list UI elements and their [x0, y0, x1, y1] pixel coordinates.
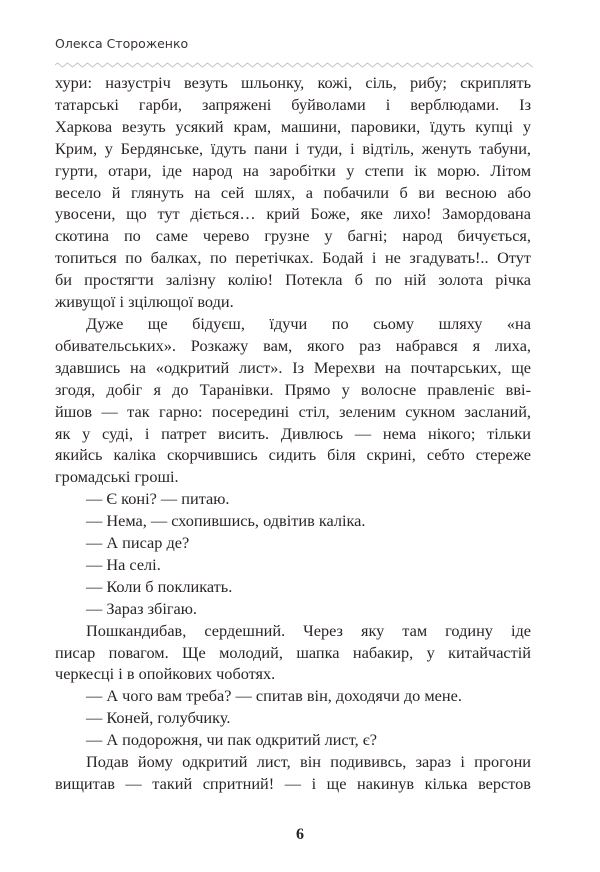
page-number: 6	[296, 826, 304, 843]
text-line: топиться по балках, по перетічках. Бодай і не згадувать!.. Отут	[55, 248, 531, 268]
text-line: скотина по саме черево грузне у багні; народ бичується,	[55, 226, 531, 246]
text-line: живущої і зцілющої води.	[55, 292, 234, 312]
text-line: Дуже ще бідуєш, їдучи по сьому шляху «на	[86, 313, 531, 333]
text-line: Харкова везуть усякий крам, машини, паровики, їдуть купці у	[55, 116, 531, 136]
running-header-author: Олекса Стороженко	[55, 36, 189, 51]
text-line: Подав йому одкритий лист, він подививсь, зараз і прогони	[86, 752, 531, 772]
header-wavy-divider	[55, 61, 533, 69]
text-line: — Коней, голубчику.	[86, 708, 231, 728]
text-line: — Є коні? — питаю.	[86, 489, 230, 509]
text-line: увосени, що тут діється… крий Боже, яке лихо! Замордована	[55, 204, 531, 224]
text-line: громадські гроші.	[55, 467, 179, 487]
text-line: — Зараз збігаю.	[86, 598, 197, 618]
text-line: черкесці і в опойкових чоботях.	[55, 664, 276, 684]
text-line: вищитав — такий спритний! — і ще накинув кілька верстов	[55, 774, 531, 793]
text-line: писар повагом. Ще молодий, шапка набакир, у китайчастій	[55, 642, 531, 662]
text-line: хури: назустріч везуть шльонку, кожі, сіль, рибу; скриплять	[55, 73, 531, 92]
text-line: — А писар де?	[86, 533, 190, 553]
page-body-text	[55, 72, 531, 795]
text-line: обивательських». Розкажу вам, якого раз набрався я лиха,	[55, 335, 531, 355]
text-line: гурти, отари, іде народ на заробітки у степи ік морю. Літом	[55, 160, 531, 180]
text-line: згодя, добіг я до Таранівки. Прямо у волосне правленіє вві-	[55, 379, 531, 399]
text-line: Пошкандибав, сердешний. Через яку там годину іде	[86, 620, 531, 640]
text-line: як у суді, і патрет висить. Дивлюсь — нема нікого; тільки	[55, 423, 531, 443]
text-line: Крим, у Бердянське, їдуть пани і туди, і відтіль, женуть табуни,	[55, 138, 531, 158]
text-line: би простягти залізну колію! Потекла б по ній золота річка	[55, 270, 531, 290]
text-line: — А подорожня, чи пак одкритий лист, є?	[86, 730, 377, 750]
text-line: — Нема, — схопившись, одвітив каліка.	[86, 511, 366, 531]
text-line: татарські гарби, запряжені буйволами і верблюдами. Із	[55, 94, 531, 114]
text-line: йшов — так гарно: посередині стіл, зеленим сукном засланий,	[55, 401, 531, 421]
text-line: весело й глянуть на сей шлях, а побачили б ви весною або	[55, 182, 531, 202]
text-line: — Коли б покликать.	[86, 576, 233, 596]
text-line: здавшись на «одкритий лист». Із Мерехви на почтарських, ще	[55, 357, 531, 377]
text-line: — А чого вам треба? — спитав він, доходячи до мене.	[86, 686, 462, 706]
text-line: — На селі.	[86, 554, 161, 574]
text-line: якийсь каліка скорчившись сидить біля скрині, себто стереже	[55, 445, 531, 465]
